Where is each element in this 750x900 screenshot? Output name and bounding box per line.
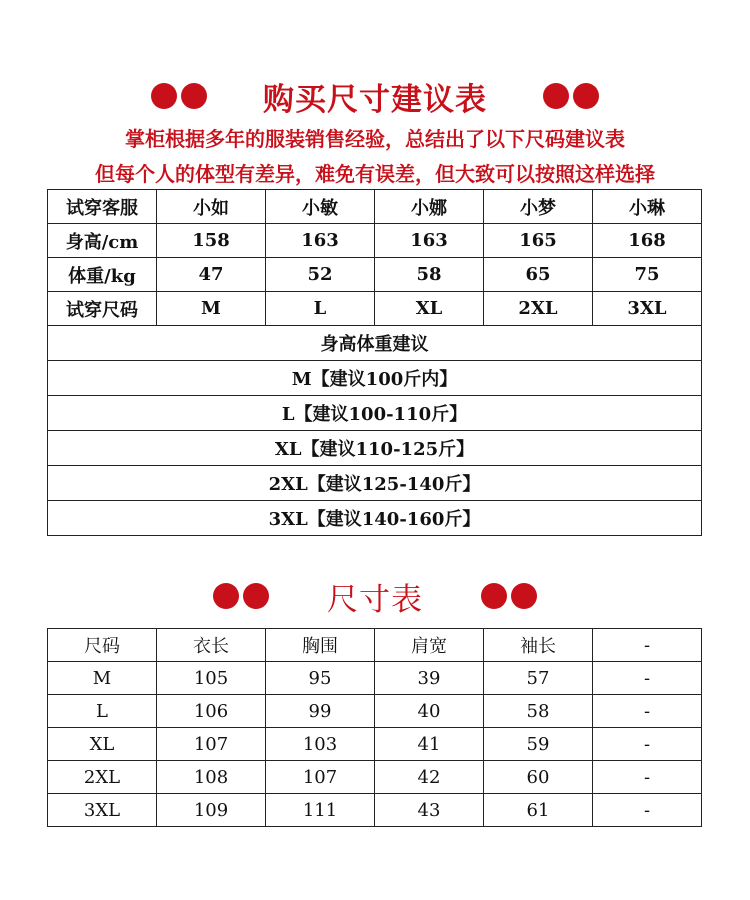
table-row [48,728,702,761]
row-label: 体重/kg [48,258,157,292]
header-cell: - [593,629,702,662]
suggestion-text: M【建议100斤内】 [48,361,702,396]
table-cell: L [266,292,375,326]
table-cell: 163 [266,224,375,258]
table-cell: M [48,662,157,695]
suggestion-row [48,396,702,431]
table-cell: 168 [593,224,702,258]
red-dot-icon [181,83,207,109]
intro-line-1: 掌柜根据多年的服装销售经验，总结出了以下尺码建议表 [125,127,625,151]
table-cell: - [593,695,702,728]
header-cell: 肩宽 [375,629,484,662]
table-cell: 57 [484,662,593,695]
table-cell: - [593,794,702,827]
table-cell: 103 [266,728,375,761]
row-label: 身高/cm [48,224,157,258]
red-dot-icon [543,83,569,109]
table-cell: 60 [484,761,593,794]
table-cell: 3XL [593,292,702,326]
suggestion-row [48,431,702,466]
header-cell: 小梦 [484,190,593,224]
header-cell: 小敏 [266,190,375,224]
fit-recommendation-table [47,189,702,536]
table-row [48,224,702,258]
table-cell: 163 [375,224,484,258]
table-cell: 58 [375,258,484,292]
table-cell: 106 [157,695,266,728]
table-row [48,761,702,794]
header-cell: 试穿客服 [48,190,157,224]
table-cell: 39 [375,662,484,695]
red-dot-icon [213,583,239,609]
suggest-title: 身高体重建议 [48,326,702,361]
table-cell: 59 [484,728,593,761]
header-cell: 小琳 [593,190,702,224]
table-cell: 58 [484,695,593,728]
recommend-title: 购买尺寸建议表 [263,81,487,118]
table-row [48,794,702,827]
table-cell: 41 [375,728,484,761]
table-cell: 158 [157,224,266,258]
table-row [48,292,702,326]
recommend-title-row [0,73,750,119]
table-row [48,695,702,728]
header-cell: 衣长 [157,629,266,662]
header-cell: 尺码 [48,629,157,662]
table-cell: 108 [157,761,266,794]
suggestion-row [48,501,702,536]
table-cell: XL [375,292,484,326]
row-label: 试穿尺码 [48,292,157,326]
table-cell: 75 [593,258,702,292]
table-header-row [48,629,702,662]
red-dot-icon [243,583,269,609]
intro-line-2: 但每个人的体型有差异，难免有误差，但大致可以按照这样选择 [95,162,655,186]
right-dots [543,83,599,109]
header-cell: 小娜 [375,190,484,224]
table-cell: 43 [375,794,484,827]
size-chart-table [47,628,702,827]
suggestion-text: L【建议100-110斤】 [48,396,702,431]
suggestion-row [48,361,702,396]
size-chart-title: 尺寸表 [327,581,423,618]
table-cell: 107 [266,761,375,794]
red-dot-icon [511,583,537,609]
table-cell: 40 [375,695,484,728]
right-dots [481,583,537,609]
suggestion-text: 3XL【建议140-160斤】 [48,501,702,536]
table-cell: - [593,728,702,761]
table-cell: - [593,761,702,794]
table-row [48,662,702,695]
header-cell: 胸围 [266,629,375,662]
table-cell: 65 [484,258,593,292]
table-cell: 3XL [48,794,157,827]
table-cell: L [48,695,157,728]
suggest-title-row [48,326,702,361]
left-dots [213,583,269,609]
table-cell: 165 [484,224,593,258]
table-cell: 107 [157,728,266,761]
table-row [48,258,702,292]
table-cell: 111 [266,794,375,827]
red-dot-icon [151,83,177,109]
table-cell: 52 [266,258,375,292]
header-cell: 小如 [157,190,266,224]
suggestion-text: XL【建议110-125斤】 [48,431,702,466]
table-cell: - [593,662,702,695]
table-cell: 2XL [48,761,157,794]
table-cell: M [157,292,266,326]
table-cell: 105 [157,662,266,695]
table-cell: 47 [157,258,266,292]
table-cell: 61 [484,794,593,827]
red-dot-icon [481,583,507,609]
table-cell: 99 [266,695,375,728]
header-cell: 袖长 [484,629,593,662]
suggestion-text: 2XL【建议125-140斤】 [48,466,702,501]
table-header-row [48,190,702,224]
suggestion-row [48,466,702,501]
table-cell: 95 [266,662,375,695]
size-chart-title-row [0,573,750,619]
table-cell: 2XL [484,292,593,326]
table-cell: 42 [375,761,484,794]
red-dot-icon [573,83,599,109]
left-dots [151,83,207,109]
table-cell: XL [48,728,157,761]
table-cell: 109 [157,794,266,827]
